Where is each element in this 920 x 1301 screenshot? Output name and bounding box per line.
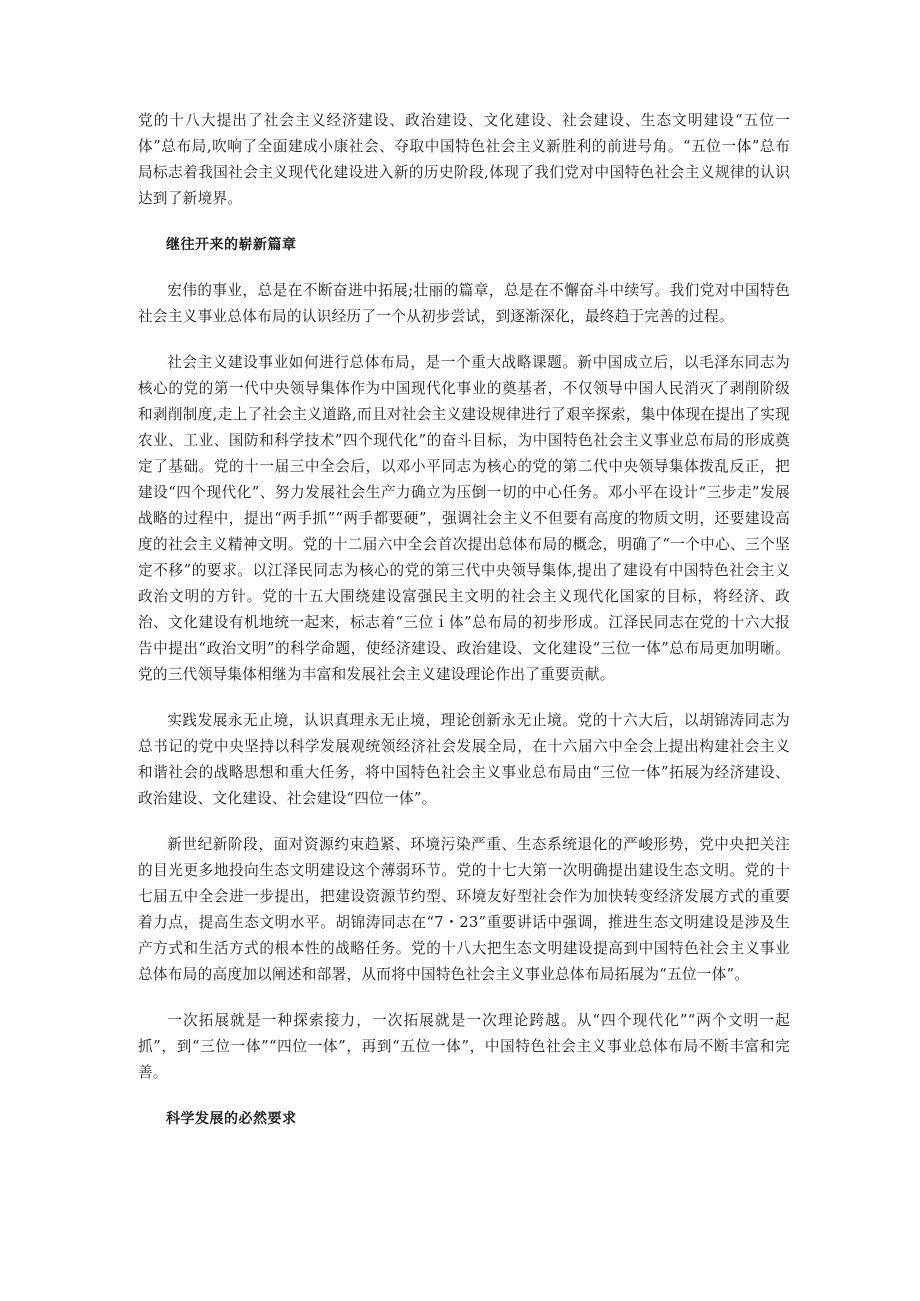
intro-paragraph: 党的十八大提出了社会主义经济建设、政治建设、文化建设、社会建设、生态文明建设“五位一体”总布局,吹响了全面建成小康社会、夺取中国特色社会主义新胜利的前进号角。“五位一体”总布局标志着我国社会主义现代化建设进入新的历史阶段,体现了我们党对中国特色社会主义规律的认识达到了新境界。 — [138, 112, 790, 207]
paragraph-5: 一次拓展就是一种探索接力，一次拓展就是一次理论跨越。从“四个现代化”“两个文明一起抓”，到“三位一体”“四位一体”，再到“五位一体”，中国特色社会主义事业总体布局不断丰富和完善。 — [138, 1012, 790, 1081]
paragraph-2: 社会主义建设事业如何进行总体布局，是一个重大战略课题。新中国成立后，以毛泽东同志为核心的党的第一代中央领导集体作为中国现代化事业的奠基者，不仅领导中国人民消灭了剥削阶级和剥削制度,走上了社会主义道路,而且对社会主义建设规律进行了艰辛探索，集中体现在提出了实现农业、工业、国防和科学技术”四个现代化”的奋斗目标，为中国特色社会主义事业总布局的形成奠定了基础。党的十一届三中全会后，以邓小平同志为核心的党的第二代中央领导集体拨乱反正，把建设“四个现代化”、努力发展社会生产力确立为压倒一切的中心任务。邓小平在设计“三步走”发展战略的过程中，提出“两手抓”“两手都要硬”，强调社会主义不但要有高度的物质文明，还要建设高度的社会主义精神文明。党的十二届六中全会首次提出总体布局的概念，明确了“一个中心、三个坚定不移”的要求。以江泽民同志为核心的党的第三代中央领导集体,提出了建设有中国特色社会主义政治文明的方针。党的十五大围绕建设富强民主文明的社会主义现代化国家的目标，将经济、政治、文化建设有机地统一起来，标志着“三位ｉ体”总布局的初步形成。江泽民同志在党的十六大报告中提出“政治文明”的科学命题，使经济建设、政治建设、文化建设“三位一体”总布局更加明晰。党的三代领导集体相继为丰富和发展社会主义建设理论作出了重要贡献。 — [138, 354, 790, 683]
paragraph-3: 实践发展永无止境，认识真理永无止境，理论创新永无止境。党的十六大后，以胡锦涛同志为总书记的党中央坚持以科学发展观统领经济社会发展全局，在十六届六中全会上提出构建社会主义和谐社会的战略思想和重大任务，将中国特色社会主义事业总布局由“三位一体”拓展为经济建设、政治建设、文化建设、社会建设“四位一体”。 — [138, 712, 790, 807]
paragraph-1: 宏伟的事业，总是在不断奋进中拓展;壮丽的篇章，总是在不懈奋斗中续写。我们党对中国特色社会主义事业总体布局的认识经历了一个从初步尝试，到逐渐深化，最终趋于完善的过程。 — [138, 282, 790, 325]
paragraph-4: 新世纪新阶段，面对资源约束趋紧、环境污染严重、生态系统退化的严峻形势，党中央把关注的目光更多地投向生态文明建设这个薄弱环节。党的十七大第一次明确提出建设生态文明。党的十七届五中全会进一步提出，把建设资源节约型、环境友好型社会作为加快转变经济发展方式的重要着力点，提高生态文明水平。胡锦涛同志在“7・23”重要讲话中强调，推进生态文明建设是涉及生产方式和生活方式的根本性的战略任务。党的十八大把生态文明建设提高到中国特色社会主义事业总体布局的高度加以阐述和部署，从而将中国特色社会主义事业总体布局拓展为“五位一体”。 — [138, 836, 790, 983]
section-heading-1: 继往开来的崭新篇章 — [166, 237, 297, 253]
section-heading-2: 科学发展的必然要求 — [166, 1111, 297, 1127]
document-page — [138, 108, 790, 1152]
